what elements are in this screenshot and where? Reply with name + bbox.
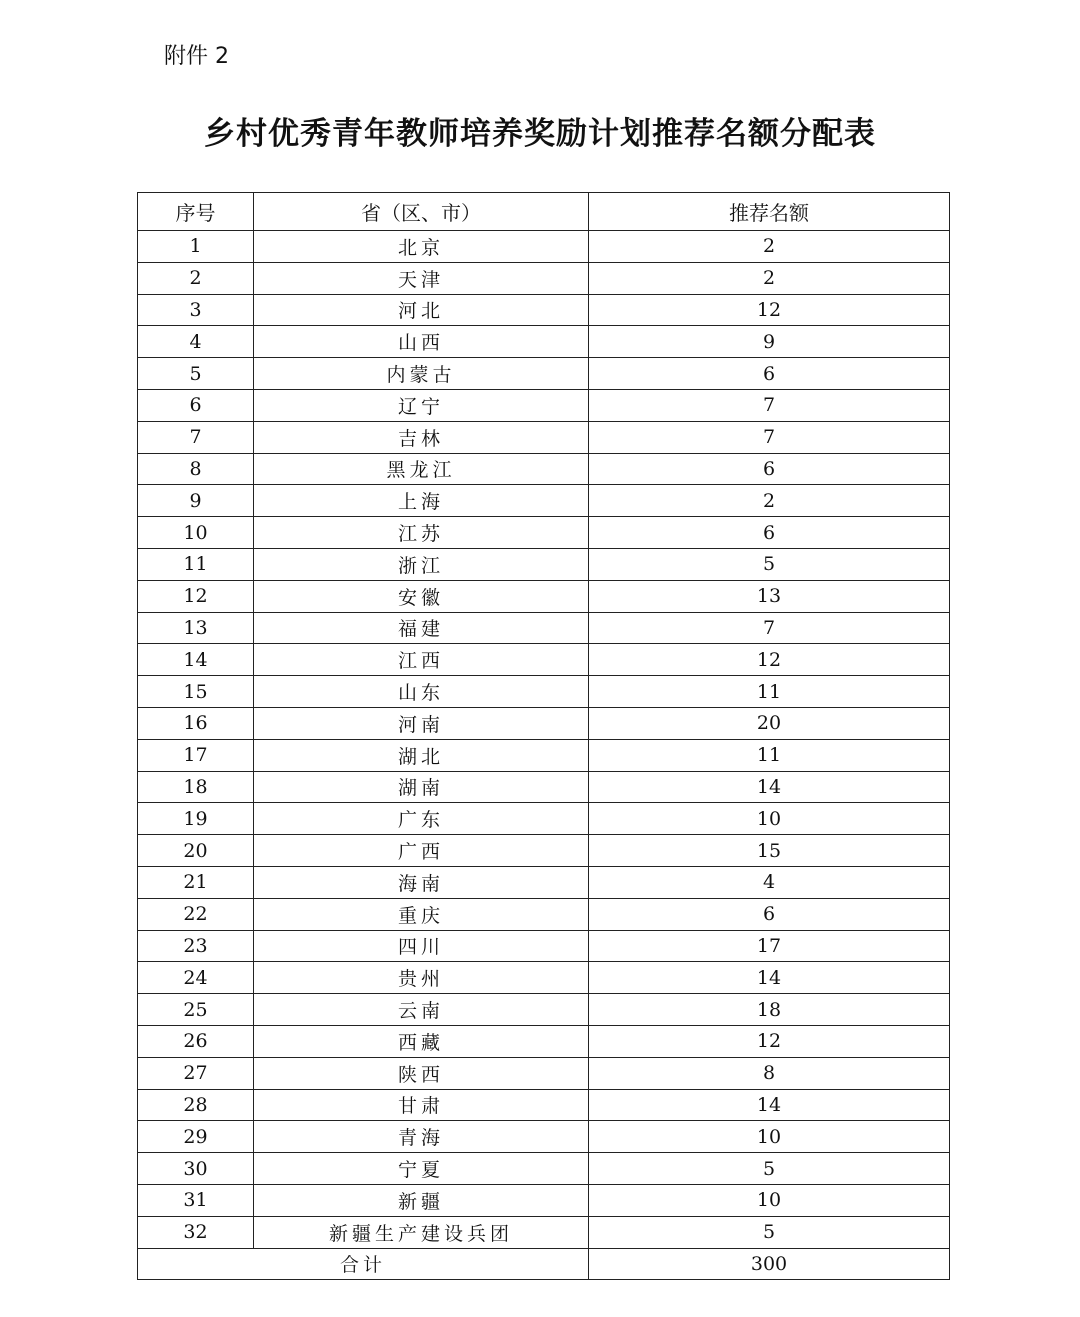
table-row <box>138 898 950 930</box>
table-row <box>138 803 950 835</box>
cell-province: 浙江 <box>254 548 589 580</box>
cell-quota: 2 <box>589 485 950 517</box>
cell-province: 云南 <box>254 994 589 1026</box>
cell-quota: 11 <box>589 739 950 771</box>
cell-quota: 7 <box>589 612 950 644</box>
cell-serial-number: 31 <box>138 1184 254 1216</box>
table-row <box>138 517 950 549</box>
table-row <box>138 866 950 898</box>
cell-serial-number: 21 <box>138 866 254 898</box>
cell-province: 北京 <box>254 231 589 263</box>
total-row <box>138 1248 950 1280</box>
cell-serial-number: 26 <box>138 1025 254 1057</box>
cell-quota: 18 <box>589 994 950 1026</box>
total-label: 合计 <box>138 1248 589 1280</box>
cell-province: 内蒙古 <box>254 358 589 390</box>
cell-province: 湖南 <box>254 771 589 803</box>
cell-serial-number: 3 <box>138 294 254 326</box>
cell-quota: 5 <box>589 1216 950 1248</box>
cell-serial-number: 18 <box>138 771 254 803</box>
cell-serial-number: 30 <box>138 1153 254 1185</box>
table-row <box>138 389 950 421</box>
table-row <box>138 771 950 803</box>
table-row <box>138 1184 950 1216</box>
cell-province: 贵州 <box>254 962 589 994</box>
cell-serial-number: 10 <box>138 517 254 549</box>
cell-quota: 7 <box>589 389 950 421</box>
cell-province: 重庆 <box>254 898 589 930</box>
cell-province: 河南 <box>254 707 589 739</box>
cell-serial-number: 15 <box>138 676 254 708</box>
cell-quota: 10 <box>589 803 950 835</box>
cell-province: 宁夏 <box>254 1153 589 1185</box>
cell-serial-number: 6 <box>138 389 254 421</box>
cell-province: 河北 <box>254 294 589 326</box>
cell-serial-number: 14 <box>138 644 254 676</box>
cell-serial-number: 29 <box>138 1121 254 1153</box>
cell-quota: 14 <box>589 962 950 994</box>
table-row <box>138 453 950 485</box>
cell-quota: 17 <box>589 930 950 962</box>
cell-province: 山西 <box>254 326 589 358</box>
header-province: 省（区、市） <box>254 193 589 231</box>
cell-quota: 13 <box>589 580 950 612</box>
cell-quota: 6 <box>589 517 950 549</box>
cell-quota: 6 <box>589 453 950 485</box>
cell-province: 辽宁 <box>254 389 589 421</box>
cell-province: 江苏 <box>254 517 589 549</box>
table-row <box>138 231 950 263</box>
cell-serial-number: 19 <box>138 803 254 835</box>
header-serial-number: 序号 <box>138 193 254 231</box>
cell-quota: 12 <box>589 1025 950 1057</box>
table-row <box>138 580 950 612</box>
cell-serial-number: 17 <box>138 739 254 771</box>
cell-province: 广西 <box>254 835 589 867</box>
cell-province: 安徽 <box>254 580 589 612</box>
cell-serial-number: 7 <box>138 421 254 453</box>
cell-province: 吉林 <box>254 421 589 453</box>
cell-quota: 4 <box>589 866 950 898</box>
cell-province: 江西 <box>254 644 589 676</box>
cell-quota: 6 <box>589 358 950 390</box>
cell-province: 新疆生产建设兵团 <box>254 1216 589 1248</box>
table-row <box>138 930 950 962</box>
cell-quota: 2 <box>589 262 950 294</box>
cell-quota: 5 <box>589 1153 950 1185</box>
cell-quota: 14 <box>589 771 950 803</box>
table-row <box>138 358 950 390</box>
cell-serial-number: 23 <box>138 930 254 962</box>
cell-serial-number: 12 <box>138 580 254 612</box>
table-row <box>138 1216 950 1248</box>
cell-quota: 10 <box>589 1184 950 1216</box>
cell-serial-number: 13 <box>138 612 254 644</box>
table-row <box>138 835 950 867</box>
table-row <box>138 262 950 294</box>
cell-quota: 11 <box>589 676 950 708</box>
cell-province: 湖北 <box>254 739 589 771</box>
cell-province: 四川 <box>254 930 589 962</box>
quota-allocation-table <box>137 192 950 1280</box>
table-body <box>138 231 950 1249</box>
total-quota: 300 <box>589 1248 950 1280</box>
table-row <box>138 421 950 453</box>
cell-serial-number: 9 <box>138 485 254 517</box>
table-row <box>138 485 950 517</box>
table-row <box>138 548 950 580</box>
cell-serial-number: 5 <box>138 358 254 390</box>
table-row <box>138 612 950 644</box>
cell-quota: 6 <box>589 898 950 930</box>
cell-quota: 12 <box>589 644 950 676</box>
table-row <box>138 1121 950 1153</box>
cell-province: 甘肃 <box>254 1089 589 1121</box>
cell-province: 西藏 <box>254 1025 589 1057</box>
cell-serial-number: 28 <box>138 1089 254 1121</box>
table-row <box>138 962 950 994</box>
table-row <box>138 707 950 739</box>
cell-province: 新疆 <box>254 1184 589 1216</box>
table-header-row <box>138 193 950 231</box>
cell-province: 青海 <box>254 1121 589 1153</box>
cell-serial-number: 32 <box>138 1216 254 1248</box>
cell-serial-number: 4 <box>138 326 254 358</box>
cell-quota: 15 <box>589 835 950 867</box>
table-row <box>138 1089 950 1121</box>
header-quota: 推荐名额 <box>589 193 950 231</box>
cell-province: 黑龙江 <box>254 453 589 485</box>
cell-quota: 14 <box>589 1089 950 1121</box>
cell-serial-number: 8 <box>138 453 254 485</box>
cell-serial-number: 20 <box>138 835 254 867</box>
cell-province: 广东 <box>254 803 589 835</box>
cell-province: 陕西 <box>254 1057 589 1089</box>
cell-quota: 8 <box>589 1057 950 1089</box>
cell-quota: 12 <box>589 294 950 326</box>
table-row <box>138 739 950 771</box>
cell-province: 海南 <box>254 866 589 898</box>
cell-quota: 10 <box>589 1121 950 1153</box>
cell-serial-number: 27 <box>138 1057 254 1089</box>
document-title: 乡村优秀青年教师培养奖励计划推荐名额分配表 <box>204 116 876 152</box>
table-row <box>138 1025 950 1057</box>
cell-province: 山东 <box>254 676 589 708</box>
table-row <box>138 644 950 676</box>
cell-quota: 7 <box>589 421 950 453</box>
cell-serial-number: 2 <box>138 262 254 294</box>
cell-quota: 2 <box>589 231 950 263</box>
table-row <box>138 294 950 326</box>
table-row <box>138 1153 950 1185</box>
cell-serial-number: 25 <box>138 994 254 1026</box>
table-row <box>138 994 950 1026</box>
cell-province: 天津 <box>254 262 589 294</box>
table-row <box>138 326 950 358</box>
cell-serial-number: 1 <box>138 231 254 263</box>
cell-quota: 20 <box>589 707 950 739</box>
table-row <box>138 676 950 708</box>
cell-serial-number: 22 <box>138 898 254 930</box>
cell-province: 上海 <box>254 485 589 517</box>
attachment-label: 附件 2 <box>164 44 229 69</box>
table-row <box>138 1057 950 1089</box>
cell-quota: 5 <box>589 548 950 580</box>
cell-serial-number: 16 <box>138 707 254 739</box>
cell-quota: 9 <box>589 326 950 358</box>
cell-serial-number: 24 <box>138 962 254 994</box>
cell-serial-number: 11 <box>138 548 254 580</box>
cell-province: 福建 <box>254 612 589 644</box>
